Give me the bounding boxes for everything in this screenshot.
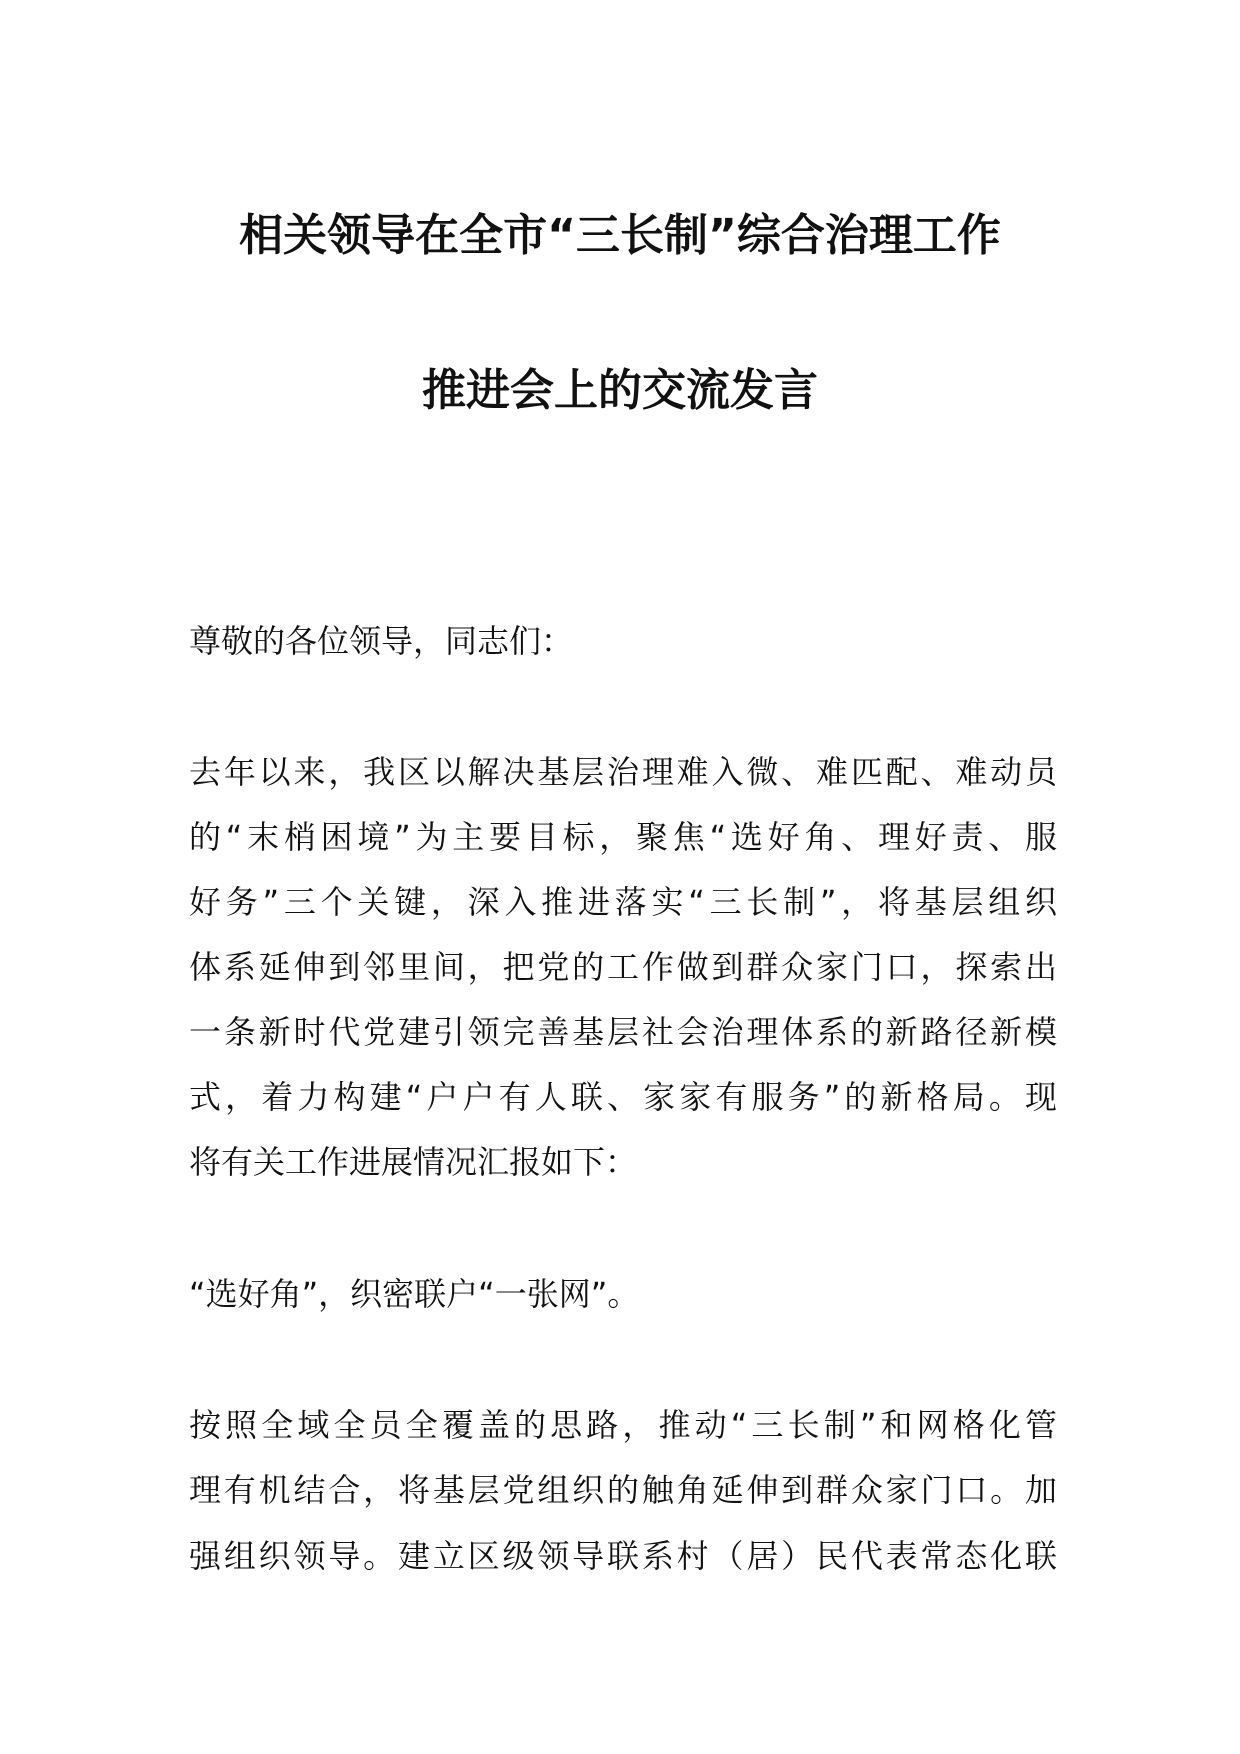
paragraph-line: 的“末梢困境”为主要目标，聚焦“选好角、理好责、服 — [189, 818, 1057, 856]
greeting: 尊敬的各位领导，同志们： — [189, 622, 574, 660]
document-title-line-2: 推进会上的交流发言 — [422, 365, 818, 416]
paragraph-line: 式，着力构建“户户有人联、家家有服务”的新格局。现 — [189, 1078, 1057, 1116]
paragraph-line: 将有关工作进展情况汇报如下： — [189, 1143, 638, 1181]
section-heading: “选好角”，织密联户“一张网”。 — [189, 1275, 640, 1313]
paragraph-line: 理有机结合，将基层党组织的触角延伸到群众家门口。加 — [189, 1471, 1057, 1509]
paragraph-line: 体系延伸到邻里间，把党的工作做到群众家门口，探索出 — [189, 948, 1057, 986]
paragraph-line: 强组织领导。建立区级领导联系村（居）民代表常态化联 — [189, 1537, 1057, 1575]
paragraph-line: 按照全域全员全覆盖的思路，推动“三长制”和网格化管 — [189, 1406, 1057, 1444]
paragraph-line: 一条新时代党建引领完善基层社会治理体系的新路径新模 — [189, 1013, 1057, 1051]
document-title-line-1: 相关领导在全市“三长制”综合治理工作 — [239, 210, 1001, 261]
paragraph-line: 去年以来，我区以解决基层治理难入微、难匹配、难动员 — [189, 753, 1057, 791]
paragraph-line: 好务”三个关键，深入推进落实“三长制”，将基层组织 — [189, 883, 1057, 921]
